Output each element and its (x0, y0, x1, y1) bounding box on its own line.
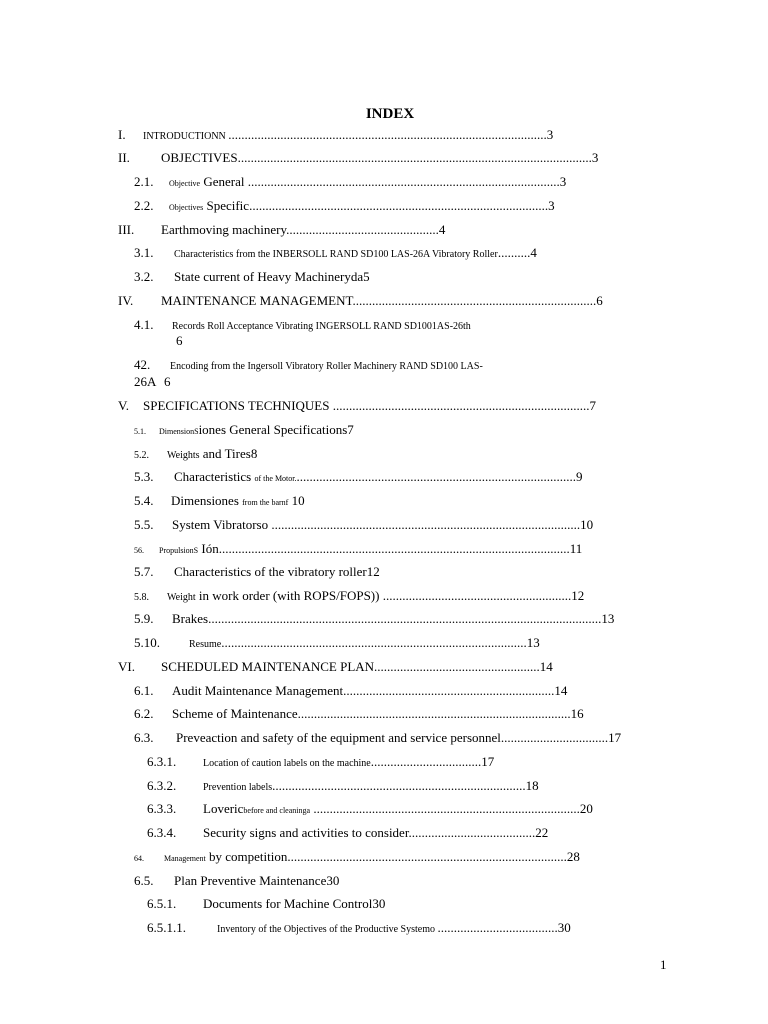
toc-entry-number: 2.1. (134, 174, 154, 189)
toc-entry-text: Encoding from the Ingersoll Vibratory Roller Machinery RAND SD100 LAS- (170, 361, 483, 372)
toc-entry-text: Records Roll Acceptance Vibrating INGERSOLL RAND SD1001AS-26th (172, 321, 471, 332)
toc-entry-text: iones General Specifications7 (198, 422, 354, 437)
toc-entry-text: Security signs and activities to consider (203, 825, 409, 840)
toc-entry-page: 22 (535, 825, 549, 840)
toc-entry-number: 6.3.2. (147, 778, 177, 793)
toc-entry-number: 6.5.1. (147, 896, 177, 911)
toc-entry (134, 244, 672, 261)
toc-entry (134, 268, 672, 285)
toc-entry-prefix: Objectives (169, 203, 204, 212)
toc-entry-text: Characteristics of the vibratory roller12 (174, 564, 380, 579)
toc-entry-number: 64. (134, 854, 144, 863)
toc-entry (134, 421, 672, 438)
toc-entry-suffix: from the barnf (242, 498, 289, 507)
toc-entry-text: Scheme of Maintenance (172, 706, 298, 721)
toc-entry (134, 316, 672, 333)
toc-entry-number: 26A (134, 374, 157, 389)
toc-entry-number: 3.1. (134, 245, 154, 260)
toc-entry-leader: ........................................................................... (352, 293, 597, 308)
toc-entry (134, 468, 672, 485)
toc-entry (134, 848, 672, 865)
toc-entry-number: 5.1. (134, 427, 146, 436)
toc-entry-text: Location of caution labels on the machine (203, 758, 371, 769)
toc-entry-text: General (200, 174, 248, 189)
toc-entry-leader: .......................................................... (382, 588, 572, 603)
toc-entry (134, 356, 672, 373)
toc-entry-page: 3 (546, 127, 554, 142)
toc-entry-leader: 10 (288, 493, 305, 508)
toc-entry-page: 3 (548, 198, 555, 213)
toc-entry (134, 729, 672, 746)
toc-entry-text: Inventory of the Objectives of the Productive Systemo (217, 924, 438, 935)
toc-entry-text: System Vibratorso (172, 517, 272, 532)
toc-entry (134, 492, 672, 509)
toc-entry-leader: ..................................... (437, 920, 558, 935)
toc-entry-number: 6.1. (134, 683, 154, 698)
toc-entry-text: by competition (205, 849, 288, 864)
toc-entry-text: SPECIFICATIONS TECHNIQUES (143, 398, 333, 413)
toc-entry (118, 126, 672, 143)
toc-entry-page: 13 (601, 611, 615, 626)
toc-entry-page: 16 (570, 706, 584, 721)
toc-entry-number: I. (118, 127, 126, 142)
toc-entry-text: Plan Preventive Maintenance30 (174, 873, 340, 888)
toc-entry-leader: ...................................................................................... (296, 469, 576, 484)
toc-entry-leader: ................................................... (374, 659, 540, 674)
toc-entry-page: 14 (554, 683, 568, 698)
toc-entry (134, 634, 672, 651)
toc-entry-number: 4.1. (134, 317, 154, 332)
toc-entry-text: Ión (198, 541, 219, 556)
toc-entry-text: Dimensiones (171, 493, 243, 508)
toc-entry (176, 332, 672, 349)
toc-entry-leader: ................................. (500, 730, 609, 745)
toc-entry-leader: .................................................................................. (310, 801, 580, 816)
toc-entry-page: 18 (525, 778, 539, 793)
toc-entry-number: 5.2. (134, 450, 149, 461)
toc-entry-number: 5.10. (134, 635, 160, 650)
toc-entry-suffix: before and cleaninga (243, 806, 311, 815)
toc-entry (118, 292, 672, 309)
toc-entry-prefix: Objective (169, 179, 201, 188)
toc-entry-text: Resume (189, 639, 222, 650)
toc-entry (147, 777, 672, 794)
toc-entry-page: 7 (589, 398, 596, 413)
toc-entry (134, 872, 672, 889)
toc-entry-leader: ............................................... (286, 222, 439, 237)
toc-entry-prefix: Management (164, 854, 206, 863)
toc-entry-number: 5.9. (134, 611, 154, 626)
toc-entry-page: 9 (576, 469, 583, 484)
toc-entry-leader: ................................................................. (343, 683, 555, 698)
toc-entry (134, 587, 672, 604)
toc-entry-suffix: of the Motor. (254, 474, 297, 483)
toc-entry-number: 5.8. (134, 592, 149, 603)
toc-entry-text: Loveric (203, 801, 244, 816)
toc-entry-text: State current of Heavy Machineryda5 (174, 269, 370, 284)
toc-entry (118, 658, 672, 675)
toc-entry-text: OBJECTIVES (161, 150, 238, 165)
toc-entry (118, 221, 672, 238)
toc-entry-leader: ................................................................................................ (247, 174, 560, 189)
toc-entry-prefix: Weight (167, 592, 196, 603)
toc-entry-text: 6 (164, 374, 171, 389)
page-number: 1 (660, 957, 667, 972)
toc-entry-leader: ............................................................................................... (271, 517, 581, 532)
toc-entry (134, 197, 672, 214)
toc-entry-number: III. (118, 222, 135, 237)
toc-entry-number: II. (118, 150, 130, 165)
toc-entry (147, 895, 672, 912)
toc-entry-leader: ....................................... (408, 825, 536, 840)
toc-entry-text: Earthmoving machinery (161, 222, 287, 237)
toc-entry-number: 56. (134, 546, 144, 555)
toc-entry-page: 20 (579, 801, 593, 816)
toc-entry (134, 563, 672, 580)
toc-entry-leader: ............................................................................................................ (218, 541, 570, 556)
toc-entry-page: 17 (608, 730, 622, 745)
toc-entry-prefix: Weights (167, 450, 200, 461)
toc-entry-number: 2.2. (134, 198, 154, 213)
toc-entry (134, 516, 672, 533)
toc-entry-leader: .................................................................................................. (228, 127, 547, 142)
toc-entry-page: 30 (557, 920, 571, 935)
toc-entry-page: 3 (591, 150, 599, 165)
toc-entry-text: and Tires8 (199, 446, 258, 461)
toc-entry-page: 28 (566, 849, 580, 864)
toc-entry-page: 11 (569, 541, 583, 556)
toc-entry-page: 10 (580, 517, 594, 532)
toc-entry-number: IV. (118, 293, 134, 308)
toc-entry (118, 397, 672, 414)
toc-entry-page: 4 (530, 245, 537, 260)
toc-entry-text: Characteristics (174, 469, 255, 484)
toc-entry-number: V. (118, 398, 129, 413)
toc-entry-text: Documents for Machine Control30 (203, 896, 386, 911)
toc-entry-number: 42. (134, 357, 151, 372)
toc-entry-text: Audit Maintenance Management (172, 683, 344, 698)
toc-entry-number: 5.4. (134, 493, 154, 508)
toc-entry-text: MAINTENANCE MANAGEMENT (161, 293, 353, 308)
toc-entry (134, 705, 672, 722)
toc-entry-page: 17 (481, 754, 495, 769)
toc-entry-prefix: DimensionS (159, 427, 199, 436)
toc-entry (134, 373, 672, 390)
toc-entry-number: 5.7. (134, 564, 154, 579)
toc-entry-page: 14 (539, 659, 553, 674)
toc-entry-page: 13 (526, 635, 540, 650)
toc-entry-text: Specific (203, 198, 250, 213)
toc-entry-number: 6.2. (134, 706, 154, 721)
toc-entry (134, 610, 672, 627)
toc-entry (118, 149, 672, 166)
toc-entry-leader: .............................................................................. (272, 778, 526, 793)
toc-entry-number: 6.5.1.1. (147, 920, 186, 935)
toc-entry-number: 3.2. (134, 269, 154, 284)
toc-entry (134, 173, 672, 190)
toc-entry-text: Prevention labels (203, 782, 273, 793)
toc-entry-number: 6.3.4. (147, 825, 177, 840)
toc-entry (134, 445, 672, 462)
page-title: INDEX (365, 106, 415, 122)
toc-entry-number: VI. (118, 659, 135, 674)
toc-entry-page: 6 (596, 293, 603, 308)
toc-entry-leader: .............................................................................................. (221, 635, 527, 650)
toc-entry-leader: ...................................................................................... (287, 849, 567, 864)
toc-entry-number: 6.3.3. (147, 801, 177, 816)
toc-entry (147, 800, 672, 817)
toc-entry-page: 12 (571, 588, 585, 603)
toc-entry-prefix: PropulsionS (159, 546, 199, 555)
toc-entry-number: 5.3. (134, 469, 154, 484)
toc-entry-leader: ............................................................................................................. (237, 150, 592, 165)
toc-entry (147, 753, 672, 770)
toc-entry-number: 6.3.1. (147, 754, 177, 769)
toc-entry (134, 540, 672, 557)
toc-entry-page: 4 (438, 222, 446, 237)
toc-entry-leader: ............................................................................... (332, 398, 590, 413)
toc-entry-leader: .......... (497, 245, 531, 260)
toc-entry-text: 6 (176, 333, 183, 348)
toc-entry (147, 919, 672, 936)
toc-entry-leader: ............................................................................................ (249, 198, 549, 213)
toc-entry-text: INTRODUCTIONN (143, 131, 229, 142)
toc-entry-text: SCHEDULED MAINTENANCE PLAN (161, 659, 375, 674)
toc-entry (134, 682, 672, 699)
toc-entry-leader: .................................................................................... (297, 706, 571, 721)
toc-entry-leader: ......................................................................................................................... (208, 611, 602, 626)
toc-entry-number: 5.5. (134, 517, 154, 532)
toc-entry-text: in work order (with ROPS/FOPS)) (195, 588, 383, 603)
toc-entry-leader: .................................. (370, 754, 482, 769)
toc-entry-text: Characteristics from the INBERSOLL RAND SD100 LAS-26A Vibratory Roller (174, 249, 498, 260)
toc-entry-text: Preveaction and safety of the equipment and service personnel (176, 730, 501, 745)
toc-entry-number: 6.5. (134, 873, 154, 888)
toc-entry-number: 6.3. (134, 730, 154, 745)
toc-entry-text: Brakes (172, 611, 209, 626)
toc-entry-page: 3 (559, 174, 567, 189)
toc-entry (147, 824, 672, 841)
